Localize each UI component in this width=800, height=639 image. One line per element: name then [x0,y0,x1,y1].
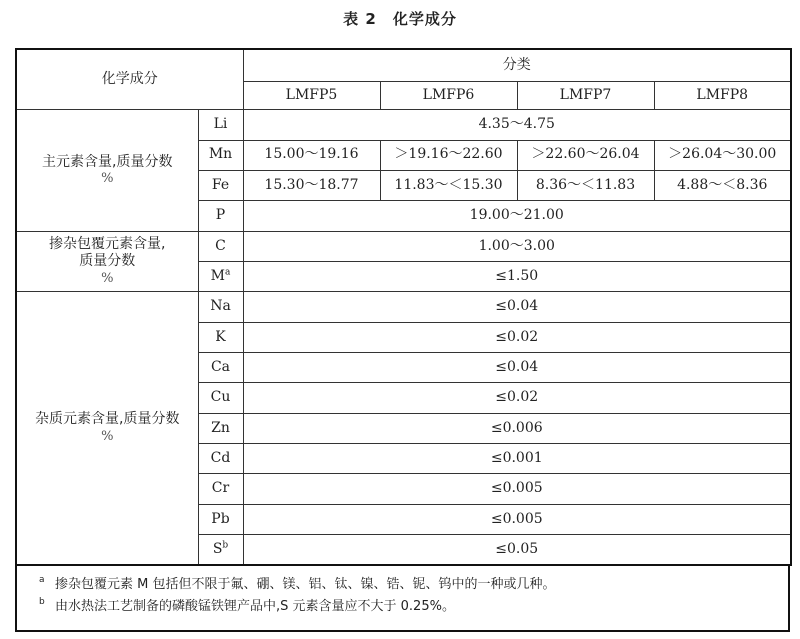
note-text: 掺杂包覆元素 M 包括但不限于氟、硼、镁、铝、钛、镍、锆、铌、钨中的一种或几种。 [55,577,556,592]
value-p: 19.00～21.00 [243,201,791,231]
header-composition [16,49,243,110]
element-pb: Pb [198,504,243,534]
table-notes [15,566,790,632]
element-cd: Cd [198,443,243,473]
element-na: Na [198,292,243,322]
value-cu: ≤0.02 [243,383,791,413]
element-k: K [198,322,243,352]
value-ca: ≤0.04 [243,352,791,382]
group-label: 质量分数 [79,253,136,270]
header-composition-label: 化学成分 [101,70,158,87]
value-pb: ≤0.005 [243,504,791,534]
header-grade: LMFP6 [380,81,517,109]
note-b [39,596,788,618]
value-fe-lmfp7: 8.36～＜11.83 [517,170,654,200]
value-zn: ≤0.006 [243,413,791,443]
group-label: 掺杂包覆元素含量, [49,235,166,252]
note-text: 由水热法工艺制备的磷酸锰铁锂产品中,S 元素含量应不大于 0.25%。 [55,599,455,614]
element-c: C [198,231,243,261]
value-cr: ≤0.005 [243,474,791,504]
element-symbol: M [210,267,225,284]
value-fe-lmfp5: 15.30～18.77 [243,170,380,200]
element-fe: Fe [198,170,243,200]
element-ca: Ca [198,352,243,382]
note-a [39,574,788,596]
value-m: ≤1.50 [243,261,791,291]
table-title: 表 2 化学成分 [343,10,457,28]
group-label: 主元素含量,质量分数 [42,153,173,170]
value-fe-lmfp8: 4.88～＜8.36 [654,170,791,200]
header-grade: LMFP5 [243,81,380,109]
element-zn: Zn [198,413,243,443]
element-li: Li [198,110,243,140]
note-mark: a [39,575,45,585]
value-s: ≤0.05 [243,535,791,565]
value-k: ≤0.02 [243,322,791,352]
header-grade: LMFP8 [654,81,791,109]
value-na: ≤0.04 [243,292,791,322]
chemical-composition-table [15,48,792,566]
element-cr: Cr [198,474,243,504]
element-s [198,535,243,565]
value-c: 1.00～3.00 [243,231,791,261]
value-mn-lmfp6: ＞19.16～22.60 [380,140,517,170]
group-unit: % [101,428,114,444]
element-symbol: S [212,540,223,557]
group-impurity-elements [16,292,198,565]
element-mn: Mn [198,140,243,170]
value-fe-lmfp6: 11.83～＜15.30 [380,170,517,200]
value-cd: ≤0.001 [243,443,791,473]
element-m [198,261,243,291]
element-cu: Cu [198,383,243,413]
value-li: 4.35～4.75 [243,110,791,140]
group-label: 杂质元素含量,质量分数 [35,411,180,428]
group-unit: % [101,171,114,187]
group-unit: % [101,270,114,286]
element-p: P [198,201,243,231]
header-grade: LMFP7 [517,81,654,109]
value-mn-lmfp7: ＞22.60～26.04 [517,140,654,170]
value-mn-lmfp5: 15.00～19.16 [243,140,380,170]
header-classification: 分类 [243,49,791,81]
group-coating-elements [16,231,198,292]
value-mn-lmfp8: ＞26.04～30.00 [654,140,791,170]
footnote-ref: a [224,267,231,278]
note-mark: b [39,597,45,607]
footnote-ref: b [222,540,229,551]
group-main-elements [16,110,198,231]
